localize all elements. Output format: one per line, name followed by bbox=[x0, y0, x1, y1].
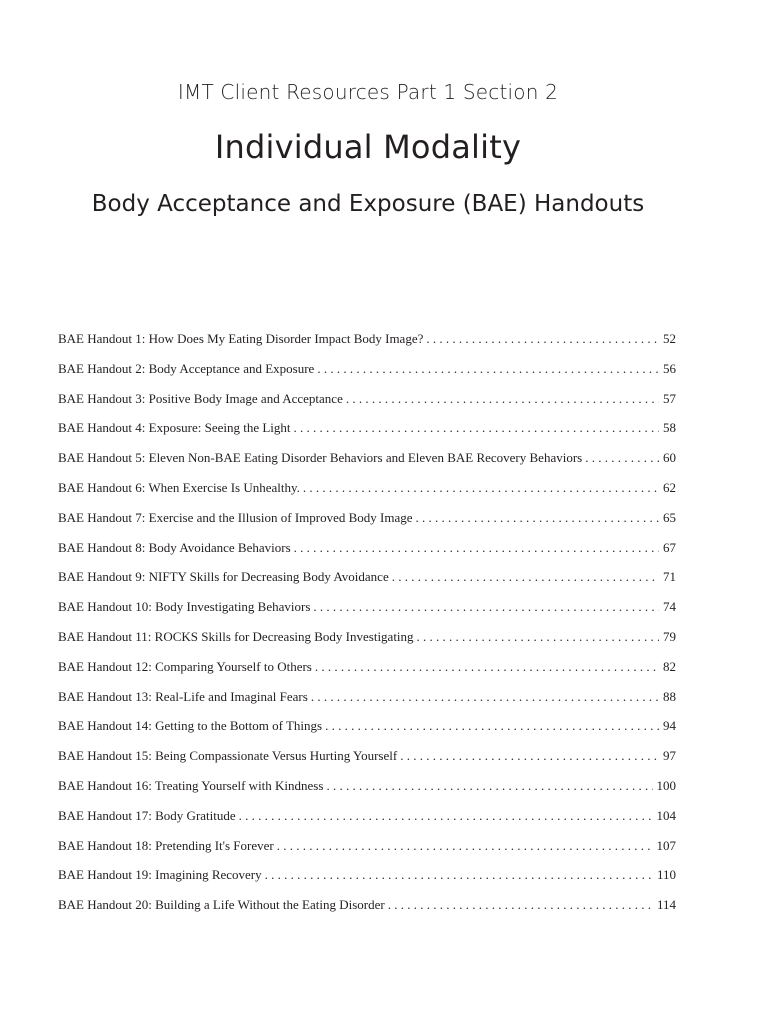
toc-entry-page: 60 bbox=[663, 450, 676, 466]
toc-entry bbox=[58, 599, 676, 629]
toc-entry-label: BAE Handout 18: Pretending It's Forever bbox=[58, 837, 274, 853]
dot-leader bbox=[585, 450, 659, 466]
toc-entry-label: BAE Handout 13: Real-Life and Imaginal Fears bbox=[58, 688, 308, 704]
toc-entry-page: 104 bbox=[656, 807, 676, 823]
dot-leader bbox=[426, 331, 659, 347]
toc-entry-page: 100 bbox=[656, 777, 676, 793]
toc-entry-label: BAE Handout 17: Body Gratitude bbox=[58, 807, 236, 823]
dot-leader bbox=[311, 689, 659, 705]
dot-leader bbox=[315, 659, 659, 675]
toc-entry-label: BAE Handout 19: Imagining Recovery bbox=[58, 867, 262, 883]
dot-leader bbox=[326, 778, 652, 794]
toc-entry bbox=[58, 331, 676, 361]
toc-entry-page: 79 bbox=[663, 628, 676, 644]
toc-entry bbox=[58, 480, 676, 510]
toc-entry-label: BAE Handout 5: Eleven Non-BAE Eating Disorder Behaviors and Eleven BAE Recovery Behaviors bbox=[58, 450, 583, 466]
toc-entry bbox=[58, 361, 676, 391]
toc-entry-page: 97 bbox=[663, 748, 676, 764]
toc-entry-label: BAE Handout 15: Being Compassionate Versus Hurting Yourself bbox=[58, 748, 398, 764]
dot-leader bbox=[294, 420, 659, 436]
toc-entry-label: BAE Handout 9: NIFTY Skills for Decreasing Body Avoidance bbox=[58, 569, 389, 585]
toc-entry-label: BAE Handout 3: Positive Body Image and Acceptance bbox=[58, 390, 343, 406]
toc-entry bbox=[58, 867, 676, 897]
toc-entry-page: 52 bbox=[663, 331, 676, 346]
toc-entry-page: 114 bbox=[656, 897, 676, 913]
toc-entry-page: 94 bbox=[663, 718, 676, 734]
toc-entry-page: 62 bbox=[663, 479, 676, 495]
toc-entry bbox=[58, 897, 676, 927]
toc-entry bbox=[58, 778, 676, 808]
toc-entry bbox=[58, 569, 676, 599]
toc-entry-label: BAE Handout 11: ROCKS Skills for Decreasing Body Investigating bbox=[58, 628, 414, 644]
dot-leader bbox=[346, 391, 659, 407]
dot-leader bbox=[325, 718, 659, 734]
toc-entry-page: 74 bbox=[663, 599, 676, 615]
toc-entry-label: BAE Handout 2: Body Acceptance and Exposure bbox=[58, 360, 315, 376]
toc-entry bbox=[58, 420, 676, 450]
toc-entry bbox=[58, 629, 676, 659]
table-of-contents bbox=[58, 331, 676, 927]
toc-entry-label: BAE Handout 7: Exercise and the Illusion of Improved Body Image bbox=[58, 509, 413, 525]
toc-entry-label: BAE Handout 10: Body Investigating Behaviors bbox=[58, 599, 311, 615]
dot-leader bbox=[417, 629, 659, 645]
toc-entry-page: 110 bbox=[656, 867, 676, 883]
page-subtitle: Body Acceptance and Exposure (BAE) Handouts bbox=[91, 191, 645, 217]
page-title: Individual Modality bbox=[214, 128, 522, 166]
toc-entry bbox=[58, 718, 676, 748]
dot-leader bbox=[416, 510, 659, 526]
dot-leader bbox=[313, 599, 659, 615]
toc-entry-label: BAE Handout 4: Exposure: Seeing the Light bbox=[58, 420, 291, 436]
toc-entry bbox=[58, 540, 676, 570]
toc-entry-label: BAE Handout 16: Treating Yourself with Kindness bbox=[58, 777, 324, 793]
dot-leader bbox=[303, 480, 659, 496]
toc-entry bbox=[58, 450, 676, 480]
toc-entry-label: BAE Handout 14: Getting to the Bottom of Things bbox=[58, 718, 323, 734]
dot-leader bbox=[294, 540, 659, 556]
dot-leader bbox=[239, 808, 653, 824]
toc-entry-page: 65 bbox=[663, 509, 676, 525]
dot-leader bbox=[392, 569, 659, 585]
section-label: IMT Client Resources Part 1 Section 2 bbox=[177, 80, 559, 104]
toc-entry bbox=[58, 689, 676, 719]
toc-entry-page: 107 bbox=[656, 837, 676, 853]
toc-entry-page: 57 bbox=[663, 390, 676, 406]
dot-leader bbox=[388, 897, 653, 913]
dot-leader bbox=[317, 361, 659, 377]
toc-entry-label: BAE Handout 6: When Exercise Is Unhealthy. bbox=[58, 479, 300, 495]
toc-entry-page: 67 bbox=[663, 539, 676, 555]
toc-entry bbox=[58, 808, 676, 838]
toc-entry-label: BAE Handout 20: Building a Life Without the Eating Disorder bbox=[58, 897, 385, 913]
toc-entry-label: BAE Handout 1: How Does My Eating Disorder Impact Body Image? bbox=[58, 331, 424, 346]
toc-entry bbox=[58, 838, 676, 868]
toc-entry-page: 82 bbox=[663, 658, 676, 674]
toc-entry-page: 71 bbox=[663, 569, 676, 585]
toc-entry bbox=[58, 510, 676, 540]
toc-entry bbox=[58, 748, 676, 778]
toc-entry-label: BAE Handout 12: Comparing Yourself to Others bbox=[58, 658, 312, 674]
toc-entry-page: 58 bbox=[663, 420, 676, 436]
toc-entry-page: 88 bbox=[663, 688, 676, 704]
dot-leader bbox=[400, 748, 659, 764]
toc-entry bbox=[58, 659, 676, 689]
toc-entry-label: BAE Handout 8: Body Avoidance Behaviors bbox=[58, 539, 291, 555]
dot-leader bbox=[277, 838, 653, 854]
toc-entry bbox=[58, 391, 676, 421]
dot-leader bbox=[265, 867, 653, 883]
toc-entry-page: 56 bbox=[663, 360, 676, 376]
